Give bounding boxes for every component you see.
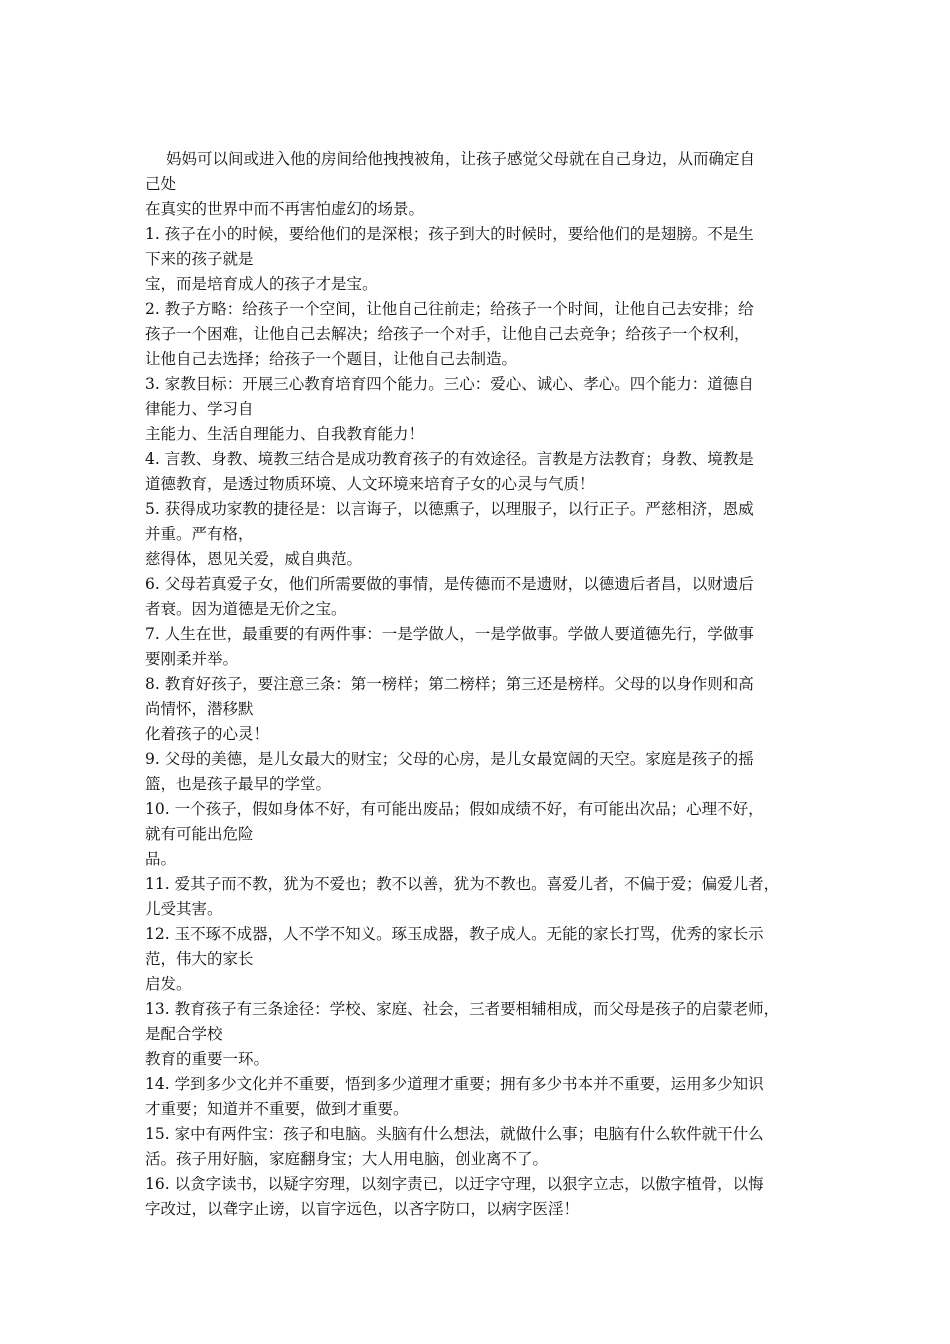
text-line: 律能力、学习自 [145,400,254,418]
text-line: 主能力、生活自理能力、自我教育能力！ [145,425,425,443]
text-line: 范，伟大的家长 [145,950,254,968]
document-body [145,147,810,1222]
text-line: 宝，而是培育成人的孩子才是宝。 [145,275,378,293]
text-line: 14. 学到多少文化并不重要，悟到多少道理才重要；拥有多少书本并不重要，运用多少知识 [145,1075,764,1093]
text-line: 6. 父母若真爱子女，他们所需要做的事情，是传德而不是遗财，以德遗后者昌，以财遗后 [145,575,754,593]
text-line: 教育的重要一环。 [145,1050,270,1068]
text-line: 儿受其害。 [145,900,223,918]
text-line: 15. 家中有两件宝：孩子和电脑。头脑有什么想法，就做什么事；电脑有什么软件就干什么 [145,1125,764,1143]
text-line: 2. 教子方略：给孩子一个空间，让他自己往前走；给孩子一个时间，让他自己去安排；给 [145,300,754,318]
text-line: 12. 玉不琢不成器，人不学不知义。琢玉成器，教子成人。无能的家长打骂，优秀的家长示 [145,925,764,943]
text-line: 要刚柔并举。 [145,650,239,668]
text-line: 道德教育，是透过物质环境、人文环境来培育子女的心灵与气质！ [145,475,595,493]
text-line: 8. 教育好孩子，要注意三条：第一榜样；第二榜样；第三还是榜样。父母的以身作则和高 [145,675,754,693]
text-line: 3. 家教目标：开展三心教育培育四个能力。三心：爱心、诚心、孝心。四个能力：道德自 [145,375,754,393]
text-line: 在真实的世界中而不再害怕虚幻的场景。 [145,200,425,218]
text-line: 字改过，以聋字止谤，以盲字远色，以吝字防口，以病字医淫！ [145,1200,580,1218]
text-line: 1. 孩子在小的时候，要给他们的是深根；孩子到大的时候时，要给他们的是翅膀。不是生 [145,225,754,243]
text-line: 才重要；知道并不重要，做到才重要。 [145,1100,409,1118]
text-line: 13. 教育孩子有三条途径：学校、家庭、社会，三者要相辅相成，而父母是孩子的启蒙老师， [145,1000,780,1018]
text-line: 化着孩子的心灵！ [145,725,270,743]
text-line: 慈得体，恩见关爱，威自典范。 [145,550,363,568]
text-line: 下来的孩子就是 [145,250,254,268]
text-line: 篮，也是孩子最早的学堂。 [145,775,332,793]
text-line: 妈妈可以间或进入他的房间给他拽拽被角，让孩子感觉父母就在自己身边，从而确定自 [166,150,756,168]
text-line: 9. 父母的美德，是儿女最大的财宝；父母的心房，是儿女最宽阔的天空。家庭是孩子的摇 [145,750,754,768]
text-line: 者衰。因为道德是无价之宝。 [145,600,347,618]
text-line: 让他自己去选择；给孩子一个题目，让他自己去制造。 [145,350,518,368]
text-line: 活。孩子用好脑，家庭翻身宝；大人用电脑，创业离不了。 [145,1150,549,1168]
text-line: 并重。严有格， [145,525,254,543]
text-line: 4. 言教、身教、境教三结合是成功教育孩子的有效途径。言教是方法教育；身教、境教是 [145,450,754,468]
text-line: 尚情怀，潜移默 [145,700,254,718]
text-line: 就有可能出危险 [145,825,254,843]
text-line: 10. 一个孩子，假如身体不好，有可能出废品；假如成绩不好，有可能出次品；心理不好， [145,800,764,818]
text-line: 品。 [145,850,177,868]
text-line: 己处 [145,175,177,193]
text-line: 7. 人生在世，最重要的有两件事：一是学做人，一是学做事。学做人要道德先行，学做事 [145,625,754,643]
text-line: 5. 获得成功家教的捷径是：以言诲子，以德熏子，以理服子，以行正子。严慈相济，恩威 [145,500,754,518]
text-line: 孩子一个困难，让他自己去解决；给孩子一个对手，让他自己去竞争；给孩子一个权利， [145,325,750,343]
text-line: 16. 以贪字读书，以疑字穷理，以刻字责已，以迂字守理，以狠字立志，以傲字植骨，以悔 [145,1175,764,1193]
text-line: 启发。 [145,975,192,993]
text-line: 是配合学校 [145,1025,223,1043]
text-line: 11. 爱其子而不教，犹为不爱也；教不以善，犹为不教也。喜爱儿者，不偏于爱；偏爱儿者， [145,875,780,893]
